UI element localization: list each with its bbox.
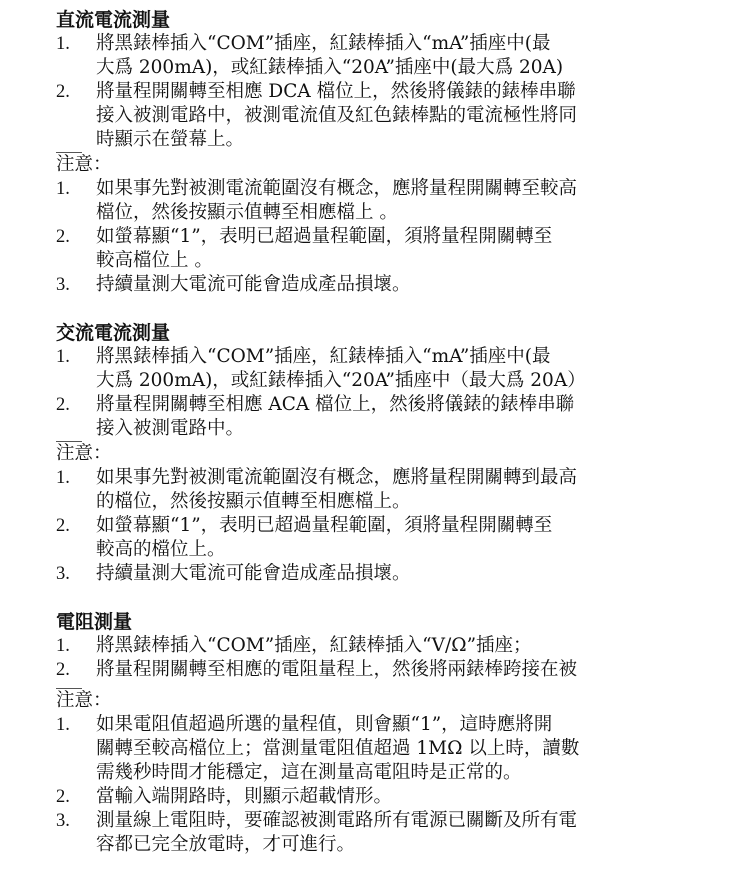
- text-line: 容都已完全放電時，才可進行。: [96, 834, 356, 855]
- text-line: 將黑錶棒插入“COM”插座，紅錶棒插入“V/Ω”插座；: [96, 635, 532, 656]
- section-ac-current: [56, 321, 716, 586]
- step-item: [56, 80, 716, 152]
- text-line: 如螢幕顯“1”，表明已超過量程範圍，須將量程開關轉至: [96, 515, 553, 536]
- text-line: 如果事先對被測電流範圍沒有概念，應將量程開關轉到最高: [96, 467, 578, 488]
- note-label: 注意：: [56, 443, 112, 464]
- note-item: [56, 809, 716, 857]
- text-line: 如螢幕顯“1”，表明已超過量程範圍，須將量程開關轉至: [96, 226, 553, 247]
- step-item: [56, 393, 716, 441]
- text-line: 接入被測電路中。: [96, 418, 245, 439]
- note-heading: [56, 441, 112, 466]
- text-line: 將量程開關轉至相應 DCA 檔位上，然後將儀錶的錶棒串聯: [96, 81, 576, 102]
- note-item: [56, 466, 716, 514]
- text-line: 持續量測大電流可能會造成產品損壞。: [96, 274, 411, 295]
- note-text: [96, 466, 716, 514]
- note-heading: [56, 152, 112, 177]
- note-number: 3.: [56, 811, 70, 831]
- note-text: [96, 713, 716, 785]
- text-line: 大爲 200mA)，或紅錶棒插入“20A”插座中(最大爲 20A): [96, 57, 564, 78]
- text-line: 關轉至較高檔位上；當測量電阻值超過 1MΩ 以上時，讀數: [96, 738, 580, 759]
- note-item: [56, 225, 716, 273]
- document-body: [56, 8, 716, 857]
- step-item: [56, 345, 716, 393]
- note-number: 1.: [56, 715, 70, 735]
- note-text: [96, 225, 716, 273]
- step-item: [56, 658, 716, 682]
- step-text: [96, 634, 716, 658]
- text-line: 檔位，然後按顯示值轉至相應檔上 。: [96, 202, 398, 223]
- step-text: [96, 393, 716, 441]
- text-line: 如果電阻值超過所選的量程值，則會顯“1”，這時應將開: [96, 714, 553, 735]
- note-label: 注意：: [56, 690, 112, 711]
- section-title: 交流電流測量: [56, 322, 171, 344]
- section-dc-current: [56, 8, 716, 297]
- text-line: 時顯示在螢幕上。: [96, 129, 245, 150]
- text-line: 將黑錶棒插入“COM”插座，紅錶棒插入“mA”插座中(最: [96, 346, 551, 367]
- text-line: 較高的檔位上。: [96, 539, 226, 560]
- note-heading: [56, 688, 112, 713]
- step-text: [96, 80, 716, 152]
- step-number: 1.: [56, 347, 70, 367]
- step-text: [96, 658, 716, 682]
- note-item: [56, 562, 716, 586]
- note-text: [96, 562, 716, 586]
- note-item: [56, 713, 716, 785]
- note-number: 2.: [56, 516, 70, 536]
- step-item: [56, 634, 716, 658]
- step-item: [56, 32, 716, 80]
- text-line: 將量程開關轉至相應的電阻量程上，然後將兩錶棒跨接在被: [96, 659, 578, 680]
- note-item: [56, 785, 716, 809]
- note-item: [56, 273, 716, 297]
- note-number: 1.: [56, 179, 70, 199]
- note-number: 1.: [56, 468, 70, 488]
- section-title: 電阻測量: [56, 611, 133, 633]
- section-resistance: [56, 610, 716, 857]
- note-item: [56, 177, 716, 225]
- step-number: 1.: [56, 636, 70, 656]
- step-number: 1.: [56, 34, 70, 54]
- step-text: [96, 345, 716, 393]
- note-number: 2.: [56, 787, 70, 807]
- text-line: 測量線上電阻時，要確認被測電路所有電源已關斷及所有電: [96, 810, 578, 831]
- note-text: [96, 809, 716, 857]
- note-text: [96, 273, 716, 297]
- text-line: 大爲 200mA)，或紅錶棒插入“20A”插座中（最大爲 20A）: [96, 370, 586, 391]
- text-line: 將量程開關轉至相應 ACA 檔位上，然後將儀錶的錶棒串聯: [96, 394, 575, 415]
- text-line: 需幾秒時間才能穩定，這在測量高電阻時是正常的。: [96, 762, 522, 783]
- step-number: 2.: [56, 660, 70, 680]
- note-text: [96, 785, 716, 809]
- section-title: 直流電流測量: [56, 9, 171, 31]
- note-text: [96, 514, 716, 562]
- note-item: [56, 514, 716, 562]
- note-number: 3.: [56, 275, 70, 295]
- step-number: 2.: [56, 395, 70, 415]
- text-line: 持續量測大電流可能會造成產品損壞。: [96, 563, 411, 584]
- note-label: 注意：: [56, 154, 112, 175]
- note-text: [96, 177, 716, 225]
- note-number: 3.: [56, 564, 70, 584]
- text-line: 的檔位，然後按顯示值轉至相應檔上。: [96, 491, 411, 512]
- text-line: 如果事先對被測電流範圍沒有概念，應將量程開關轉至較高: [96, 178, 578, 199]
- text-line: 將黑錶棒插入“COM”插座，紅錶棒插入“mA”插座中(最: [96, 33, 551, 54]
- note-number: 2.: [56, 227, 70, 247]
- step-number: 2.: [56, 82, 70, 102]
- text-line: 接入被測電路中，被測電流值及紅色錶棒點的電流極性將同: [96, 105, 578, 126]
- text-line: 較高檔位上 。: [96, 250, 213, 271]
- step-text: [96, 32, 716, 80]
- text-line: 當輸入端開路時，則顯示超載情形。: [96, 786, 393, 807]
